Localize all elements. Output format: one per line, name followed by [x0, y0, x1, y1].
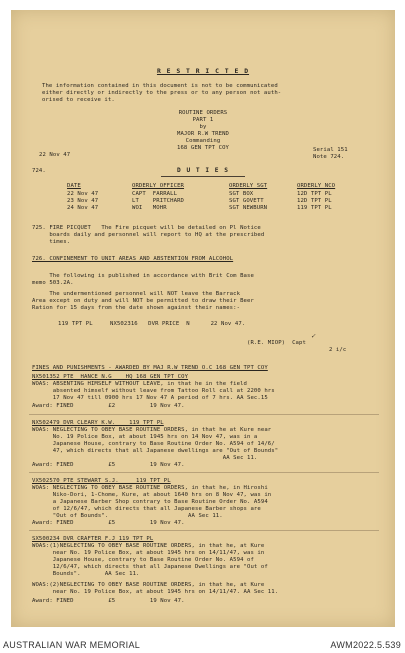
case-4-line-7: near No. 19 Police Box, at about 1945 hrs on 14/11/47. AA Sec 11. — [32, 589, 279, 595]
case-4-line-5: Bounds". AA Sec 11. — [32, 571, 140, 577]
title-commanding: Commanding — [185, 138, 221, 144]
case-1-award: Award: FINED £2 19 Nov 47. — [32, 403, 185, 409]
document-page — [11, 10, 395, 627]
case-4-line-1: WOAS:(1)NEGLECTING TO OBEY BASE ROUTINE ORDERS, in that he, at Kure — [32, 543, 265, 549]
duty-row-1-officer: CAPT FARRALL — [132, 191, 178, 197]
case-separator — [29, 472, 379, 473]
duty-row-2-nco: 12D TPT PL — [297, 198, 332, 204]
title-by: by — [199, 124, 207, 130]
confinement-para-1: The following is published in accordance with Brit Com Base — [32, 273, 254, 279]
case-3-line-4: of 12/6/47, which directs that all Japanese Barber shops are — [32, 506, 261, 512]
fire-picquet-line-2: boards daily and personnel will report to HQ at the prescribed — [32, 232, 265, 238]
duty-row-2-officer: LT PRITCHARD — [132, 198, 185, 204]
title-routine-orders: ROUTINE ORDERS — [178, 110, 228, 116]
case-4-award: Award: FINED £5 19 Nov 47. — [32, 598, 185, 604]
title-commander: MAJOR R.W TREND — [176, 131, 230, 137]
case-2-line-2: No. 19 Police Box, at about 1945 hrs on 14 Nov 47, was in a — [32, 434, 258, 440]
case-1-line-2: absented himself without leave from Tattoo Roll call at 2200 hrs — [32, 388, 275, 394]
fire-picquet-line-1: 725. FIRE PICQUET The Fire picquet will be detailed on Pl Notice — [32, 225, 261, 231]
duties-number: 724. — [32, 168, 46, 174]
duty-row-3-sgt: SGT NEWBURN — [229, 205, 268, 211]
case-1-line-1: WOAS: ABSENTING HIMSELF WITHOUT LEAVE, in that he in the field — [32, 381, 247, 387]
signature-name: (R.E. MIOP) Capt — [247, 340, 306, 346]
case-3-header: VX502570 PTE STEWART S.J. 119 TPT PL — [32, 478, 171, 484]
duty-row-1-nco: 12D TPT PL — [297, 191, 332, 197]
confinement-entry: 119 TPT PL NX502316 DVR PRICE N 22 Nov 47. — [58, 321, 246, 327]
confinement-para-3: The undermentioned personnel will NOT leave the Barrack — [32, 291, 241, 297]
case-2-line-1: WOAS: NEGLECTING TO OBEY BASE ROUTINE ORDERS, in that he at Kure near — [32, 427, 272, 433]
title-unit: 168 GEN TPT COY — [176, 145, 230, 151]
footer-institution: AUSTRALIAN WAR MEMORIAL — [3, 640, 141, 650]
case-2-line-5: AA Sec 11. — [32, 455, 258, 461]
case-4-line-4: 12/6/47, which directs that all Japanese Dwellings are "Out of — [32, 564, 268, 570]
case-3-line-2: Niko-Dori, 1-Chome, Kure, at about 1640 hrs on 8 Nov 47, was in — [32, 492, 272, 498]
case-1-line-3: 17 Nov 47 till 0900 hrs 17 Nov 47 A period of 7 hrs. AA Sec.15 — [32, 395, 268, 401]
duties-col-officer: ORDERLY OFFICER — [132, 183, 185, 189]
duties-col-nco: ORDERLY NCO — [297, 183, 336, 189]
note-number: Note 724. — [313, 154, 345, 160]
order-date: 22 Nov 47 — [39, 152, 71, 158]
case-2-line-3: Japanese House, contrary to Base Routine Order No. A594 of 14/6/ — [32, 441, 275, 447]
duty-row-3-officer: WOI MOHR — [132, 205, 167, 211]
confinement-para-4: Area except on duty and will NOT be permitted to draw their Beer — [32, 298, 254, 304]
confinement-para-5: Ration for 15 days from the date shown against their names:- — [32, 305, 241, 311]
duties-heading: D U T I E S — [177, 167, 229, 174]
confinement-heading: 726. CONFINEMENT TO UNIT AREAS AND ABSTENTION FROM ALCOHOL — [32, 256, 234, 262]
duty-row-1-date: 22 Nov 47 — [67, 191, 99, 197]
duty-row-3-nco: 119 TPT PL — [297, 205, 332, 211]
case-2-line-4: 47, which directs that all Japanese dwellings are "Out of Bounds" — [32, 448, 279, 454]
notice-line-3: orised to receive it. — [42, 97, 115, 103]
case-separator — [29, 530, 379, 531]
case-separator — [29, 414, 379, 415]
confinement-para-2: memo 503.2A. — [32, 280, 74, 286]
case-4-header: SX500234 DVR CRAFTER F.J 119 TPT PL — [32, 536, 154, 542]
duty-row-2-date: 23 Nov 47 — [67, 198, 99, 204]
case-2-header: NX502479 DVR CLEARY K.W. 119 TPT PL — [32, 420, 164, 426]
case-3-line-3: a Japanese Barber Shop contrary to Base Routine Order No. A594 — [32, 499, 268, 505]
duty-row-1-sgt: SGT BOX — [229, 191, 254, 197]
signature-mark: ✓ — [311, 332, 316, 340]
case-3-line-1: WOAS: NEGLECTING TO OBEY BASE ROUTINE ORDERS, in that he, in Hiroshi — [32, 485, 268, 491]
duties-underline — [161, 176, 245, 177]
notice-line-2: either directly or indirectly to the press or to any person not auth- — [42, 90, 282, 96]
case-3-award: Award: FINED £5 19 Nov 47. — [32, 520, 185, 526]
notice-line-1: The information contained in this document is not to be communicated — [42, 83, 278, 89]
case-4-line-3: Japanese House, contrary to Base Routine Order No. A594 of — [32, 557, 254, 563]
duty-row-2-sgt: SGT GOVETT — [229, 198, 264, 204]
footer-accession-number: AWM2022.5.539 — [330, 640, 401, 650]
classification-heading: R E S T R I C T E D — [156, 67, 250, 75]
title-part: PART 1 — [192, 117, 214, 123]
case-3-line-5: "Out of Bounds". AA Sec 11. — [32, 513, 223, 519]
duty-row-3-date: 24 Nov 47 — [67, 205, 99, 211]
case-4-line-2: near No. 19 Police Box, at about 1945 hrs on 14/11/47, was in — [32, 550, 265, 556]
signature-role: 2 i/c — [329, 347, 347, 353]
fines-heading: FINES AND PUNISHMENTS - AWARDED BY MAJ R.W TREND O.C 168 GEN TPT COY — [32, 365, 268, 371]
case-1-header: NX501352 PTE HANCE N.G HQ 168 GEN TPT COY — [32, 374, 189, 380]
case-2-award: Award: FINED £5 19 Nov 47. — [32, 462, 185, 468]
fire-picquet-line-3: times. — [32, 239, 71, 245]
serial-number: Serial 151 — [313, 147, 348, 153]
duties-col-date: DATE — [67, 183, 81, 189]
duties-col-sgt: ORDERLY SGT — [229, 183, 268, 189]
case-4-line-6: WOAS:(2)NEGLECTING TO OBEY BASE ROUTINE ORDERS, in that he, at Kure — [32, 582, 265, 588]
